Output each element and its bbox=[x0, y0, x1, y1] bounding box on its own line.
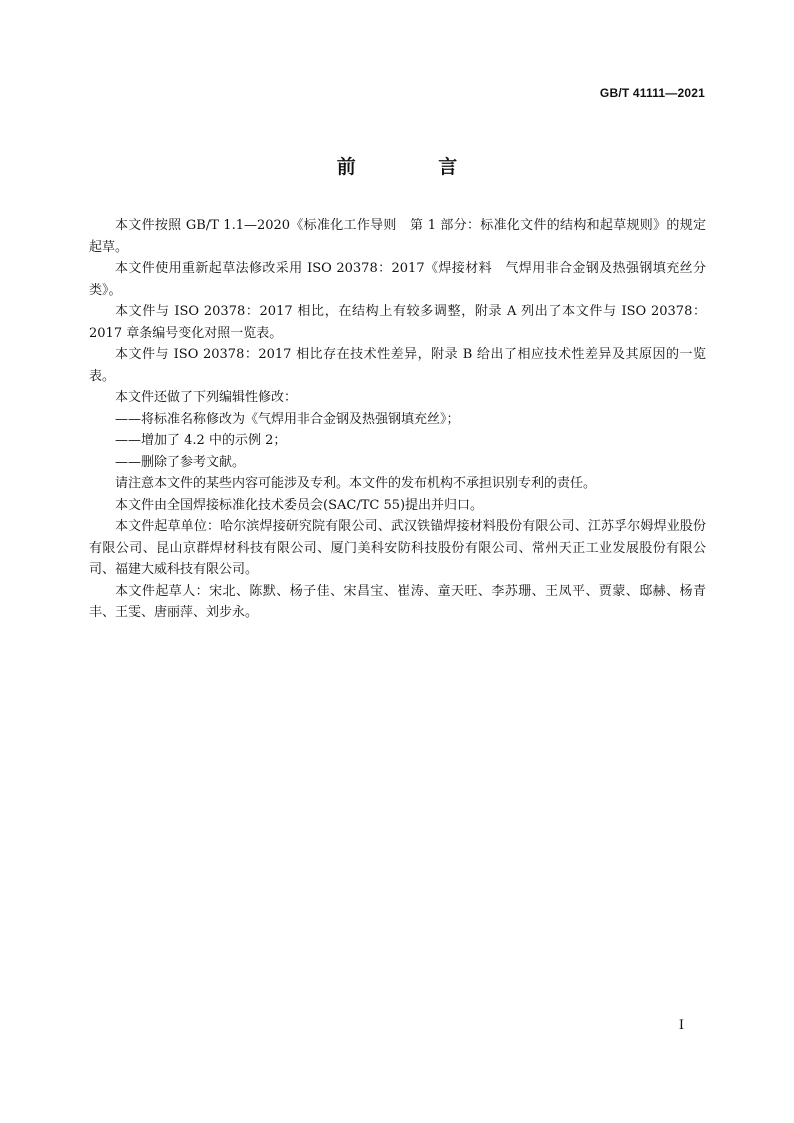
paragraph-editorial-intro: 本文件还做了下列编辑性修改： bbox=[115, 390, 298, 405]
page-title: 前 言 bbox=[336, 156, 496, 178]
paragraph-adoption: 本文件使用重新起草法修改采用 ISO 20378：2017《焊接材料 气焊用非合金钢及热强钢填充丝分类》。 bbox=[89, 261, 706, 298]
paragraph-drafting-rules: 本文件按照 GB/T 1.1—2020《标准化工作导则 第 1 部分：标准化文件的结构和起草规则》的规定起草。 bbox=[89, 218, 706, 255]
paragraph-structure-changes: 本文件与 ISO 20378：2017 相比，在结构上有较多调整，附录 A 列出了本文件与 ISO 20378：2017 章条编号变化对照一览表。 bbox=[89, 304, 706, 341]
list-item: ——将标准名称修改为《气焊用非合金钢及热强钢填充丝》； bbox=[115, 411, 460, 427]
paragraph-drafters: 本文件起草人：宋北、陈默、杨子佳、宋昌宝、崔涛、童天旺、李苏珊、王凤平、贾蒙、邸赫、杨青丰、王雯、唐丽萍、刘步永。 bbox=[89, 583, 706, 620]
foreword-body bbox=[89, 215, 706, 624]
paragraph-drafting-units: 本文件起草单位：哈尔滨焊接研究院有限公司、武汉铁锚焊接材料股份有限公司、江苏孚尔姆焊业股份有限公司、昆山京群焊材科技有限公司、厦门美科安防科技股份有限公司、常州天正工业发展股份有限公司、福建大威科技有限公司。 bbox=[89, 519, 706, 577]
paragraph-patent-notice: 请注意本文件的某些内容可能涉及专利。本文件的发布机构不承担识别专利的责任。 bbox=[115, 476, 597, 491]
list-item: ——删除了参考文献。 bbox=[115, 454, 246, 470]
standard-code: GB/T 41111—2021 bbox=[599, 86, 705, 100]
paragraph-proposer: 本文件由全国焊接标准化技术委员会(SAC/TC 55)提出并归口。 bbox=[115, 497, 484, 513]
paragraph-technical-differences: 本文件与 ISO 20378：2017 相比存在技术性差异，附录 B 给出了相应技术性差异及其原因的一览表。 bbox=[89, 347, 706, 384]
page-number: I bbox=[678, 1018, 684, 1033]
list-item: ——增加了 4.2 中的示例 2； bbox=[115, 433, 287, 448]
